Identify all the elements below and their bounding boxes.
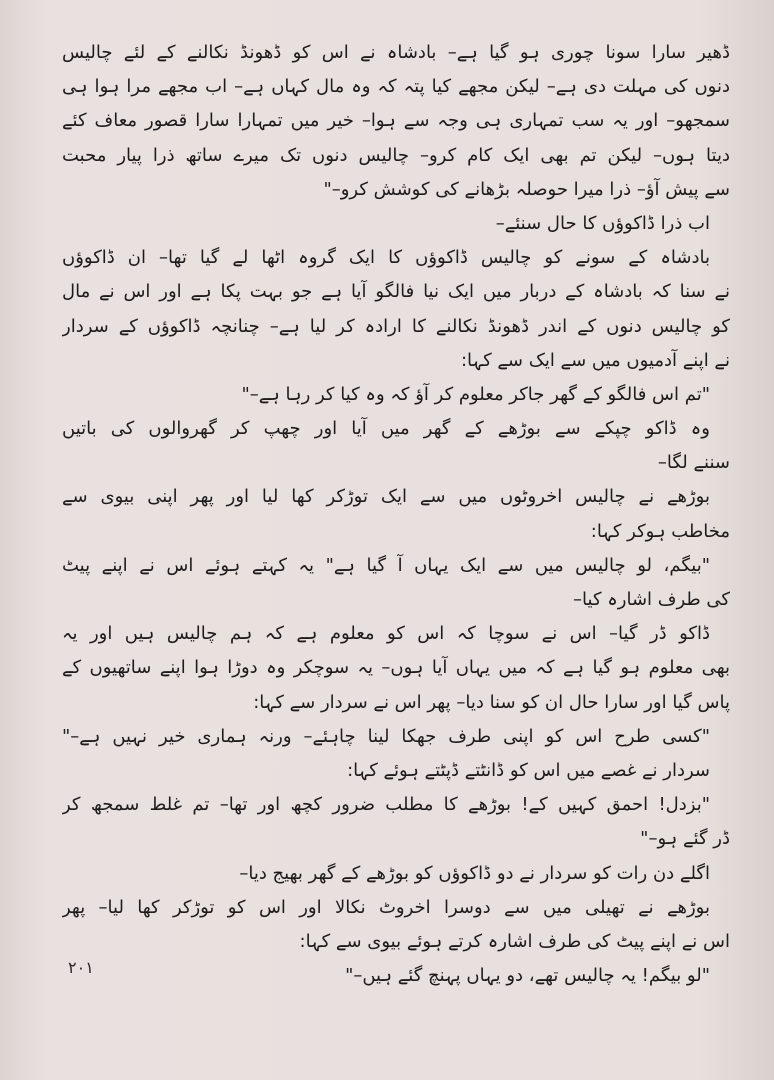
text-line: پاس گیا اور سارا حال ان کو سنا دیا– پھر اس نے سردار سے کہا:	[253, 691, 730, 713]
text-line: "لو بیگم! یہ چالیس تھے، دو یہاں پہنچ گئے ہیں–"	[345, 965, 710, 987]
text-line: مخاطب ہوکر کہا:	[590, 520, 730, 542]
text-line: نے سنا کہ بادشاہ کے دربار میں ایک نیا فالگو آیا ہے جو بہت پکا ہے اور اس نے مال	[62, 281, 730, 303]
text-line: کی طرف اشارہ کیا–	[573, 589, 730, 610]
text-line: دنوں کی مہلت دی ہے– لیکن مجھے کیا پتہ کہ وہ مال کہاں ہے– اب مجھے مرا ہوا ہی	[62, 76, 730, 98]
text-line: "کسی طرح اس کو اپنی طرف جھکا لینا چاہئے– ورنہ ہماری خیر نہیں ہے–"	[62, 725, 710, 747]
text-line: ڈھیر سارا سونا چوری ہو گیا ہے– بادشاہ نے اس کو ڈھونڈ نکالنے کے لئے چالیس	[62, 42, 730, 63]
text-line: وہ ڈاکو چپکے سے بوڑھے کے گھر میں آیا اور چھپ کر گھروالوں کی باتیں	[62, 418, 710, 440]
text-line: ڈاکو ڈر گیا– اس نے سوچا کہ اس کو معلوم ہے کہ ہم چالیس ہیں اور یہ	[62, 623, 710, 645]
text-line: اس نے اپنے پیٹ کی طرف اشارہ کرتے ہوئے بیوی سے کہا:	[299, 930, 730, 952]
page-number: ۲۰۱	[68, 958, 94, 977]
text-line: "تم اس فالگو کے گھر جاکر معلوم کر آؤ کہ وہ کیا کر رہا ہے–"	[241, 383, 710, 405]
story-text	[62, 36, 730, 993]
text-line: دیتا ہوں– لیکن تم بھی ایک کام کرو– چالیس دنوں تک میرے ساتھ ذرا پیار محبت	[62, 144, 730, 166]
text-line: کو چالیس دنوں کے اندر ڈھونڈ نکالنے کا ارادہ کر لیا ہے– چنانچہ ڈاکوؤں کے سردار	[62, 315, 730, 337]
text-line: سننے لگا–	[657, 452, 730, 474]
text-line: سردار نے غصے میں اس کو ڈانٹتے ڈپٹتے ہوئے کہا:	[347, 759, 710, 781]
text-line: بوڑھے نے تھیلی میں سے دوسرا اخروٹ نکالا اور اس کو توڑکر کھا لیا– پھر	[62, 896, 710, 918]
text-line: سے پیش آؤ– ذرا میرا حوصلہ بڑھانے کی کوشش کرو–"	[323, 178, 730, 200]
text-line: "بیگم، لو چالیس میں سے ایک یہاں آ گیا ہے" یہ کہتے ہوئے اس نے اپنے پیٹ	[62, 554, 710, 576]
text-line: سمجھو– اور یہ سب تمہاری ہی وجہ سے ہوا– خیر میں تمہارا سارا قصور معاف کئے	[62, 110, 730, 132]
text-line: بوڑھے نے چالیس اخروٹوں میں سے ایک توڑکر کھا لیا اور پھر اپنی بیوی سے	[62, 486, 710, 508]
text-line: ڈر گئے ہو–"	[640, 828, 730, 850]
text-line: بادشاہ کے سونے کو چالیس ڈاکوؤں کا ایک گروہ اٹھا لے گیا تھا– ان ڈاکوؤں	[62, 247, 710, 269]
text-line: "بزدل! احمق کہیں کے! بوڑھے کا مطلب ضرور کچھ اور تھا– تم غلط سمجھ کر	[62, 794, 710, 816]
text-line: اب ذرا ڈاکوؤں کا حال سنئے–	[495, 212, 710, 234]
text-line: نے اپنے آدمیوں میں سے ایک سے کہا:	[460, 349, 730, 371]
text-line: اگلے دن رات کو سردار نے دو ڈاکوؤں کو بوڑھے کے گھر بھیج دیا–	[239, 862, 710, 884]
text-line: بھی معلوم ہو گیا ہے کہ میں یہاں آیا ہوں– یہ سوچکر وہ دوڑا ہوا اپنے ساتھیوں کے	[62, 657, 730, 679]
